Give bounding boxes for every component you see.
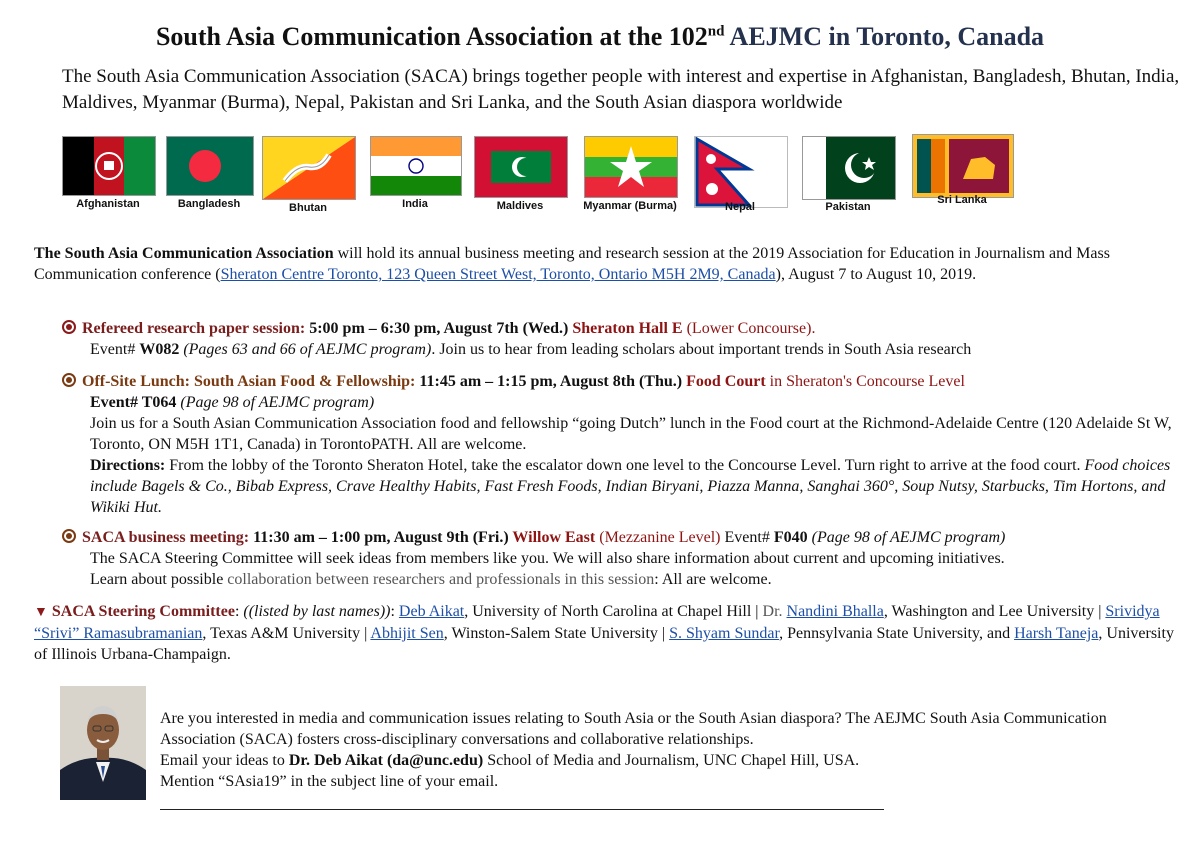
flag-afghanistan: Afghanistan: [62, 136, 156, 196]
flag-bangladesh: Bangladesh: [166, 136, 254, 196]
session-business: SACA business meeting: 11:30 am – 1:00 pm, August 9th (Fri.) Willow East (Mezzanine Level) Event# F040 (Page 98 of AEJMC program) The SACA Steering Committee will seek ideas from members like you. We will also share information about current and upcoming initiatives. Learn about possible collaboration between researchers and professionals in this session: All are welcome.: [62, 527, 1172, 590]
flag-maldives: Maldives: [474, 136, 568, 198]
flag-pakistan: Pakistan: [802, 136, 896, 200]
target-bullet-icon: [62, 529, 76, 543]
member-link[interactable]: S. Shyam Sundar: [669, 625, 780, 642]
flag-row: [0, 136, 1200, 228]
flag-india: India: [370, 136, 462, 196]
flag-nepal: Nepal: [694, 136, 788, 208]
closing-paragraph: Are you interested in media and communication issues relating to South Asia or the South Asian diaspora? The AEJMC South Asia Communication Association (SACA) fosters cross-disciplinary conversations and collaborative relationships. Email your ideas to Dr. Deb Aikat (da@unc.edu) School of Media and Journalism, UNC Chapel Hill, USA. Mention “SAsia19” in the subject line of your email.: [160, 710, 1107, 790]
target-bullet-icon: [62, 373, 76, 387]
target-bullet-icon: [62, 320, 76, 334]
contact-email[interactable]: Dr. Deb Aikat (da@unc.edu): [288, 752, 484, 769]
flag-bhutan: Bhutan: [262, 136, 356, 200]
triangle-down-icon: ▼: [34, 605, 48, 620]
portrait-photo: [60, 686, 146, 800]
page-title: South Asia Communication Association at the 102nd AEJMC in Toronto, Canada: [155, 22, 1045, 51]
steering-committee: ▼ SACA Steering Committee: ((listed by last names)): Deb Aikat, University of North Carolina at Chapel Hill | Dr. Nandini Bhalla, Washington and Lee University | Srividya “Srivi” Ramasubramanian, Texas A&M University | Abhijit Sen, Winston-Salem State University | S. Shyam Sundar, Pennsylvania State University, and Harsh Taneja, University of Illinois Urbana-Champaign.: [34, 603, 1174, 663]
flag-sri-lanka: Sri Lanka: [912, 134, 1014, 198]
session-lunch: Off-Site Lunch: South Asian Food & Fellowship: 11:45 am – 1:15 pm, August 8th (Thu.) Food Court in Sheraton's Concourse Level Event# T064 (Page 98 of AEJMC program) Join us for a South Asian Communication Association food and fellowship “going Dutch” lunch in the Food court at the Richmond-Adelaide Centre (120 Adelaide St W, Toronto, ON M5H 1T1, Canada) in TorontoPATH. All are welcome. Directions: From the lobby of the Toronto Sheraton Hotel, take the escalator down one level to the Concourse Level. Turn right to arrive at the food court. Food choices include Bagels & Co., Bibab Express, Crave Healthy Habits, Fast Fresh Foods, Indian Biryani, Piazza Manna, Sanghai 360°, Soup Nutsy, Starbucks, Tim Hortons, and Wikiki Hut.: [62, 371, 1172, 518]
member-link[interactable]: Srividya “Srivi” Ramasubramanian: [34, 603, 1160, 642]
announcement: The South Asia Communication Association will hold its annual business meeting and research session at the 2019 Association for Education in Journalism and Mass Communication conference (Sheraton Centre Toronto, 123 Queen Street West, Toronto, Ontario M5H 2M9, Canada), August 7 to August 10, 2019.: [34, 245, 1110, 283]
member-link[interactable]: Abhijit Sen: [370, 625, 444, 642]
intro-paragraph: The South Asia Communication Association (SACA) brings together people with interest and expertise in Afghanistan, Bangladesh, Bhutan, India, Maldives, Myanmar (Burma), Nepal, Pakistan and Sri Lanka, and the South Asian diaspora worldwide: [62, 66, 1180, 113]
member-link[interactable]: Harsh Taneja: [1014, 625, 1099, 642]
flag-myanmar: Myanmar (Burma): [584, 136, 678, 198]
member-link[interactable]: Nandini Bhalla: [786, 603, 884, 620]
member-link[interactable]: Deb Aikat: [398, 603, 465, 620]
session-research: Refereed research paper session: 5:00 pm – 6:30 pm, August 7th (Wed.) Sheraton Hall E (Lower Concourse). Event# W082 (Pages 63 and 66 of AEJMC program). Join us to hear from leading scholars about important trends in South Asia research: [62, 318, 1172, 360]
venue-link[interactable]: Sheraton Centre Toronto, 123 Queen Street West, Toronto, Ontario M5H 2M9, Canada: [220, 266, 776, 283]
divider-line: [160, 809, 884, 810]
